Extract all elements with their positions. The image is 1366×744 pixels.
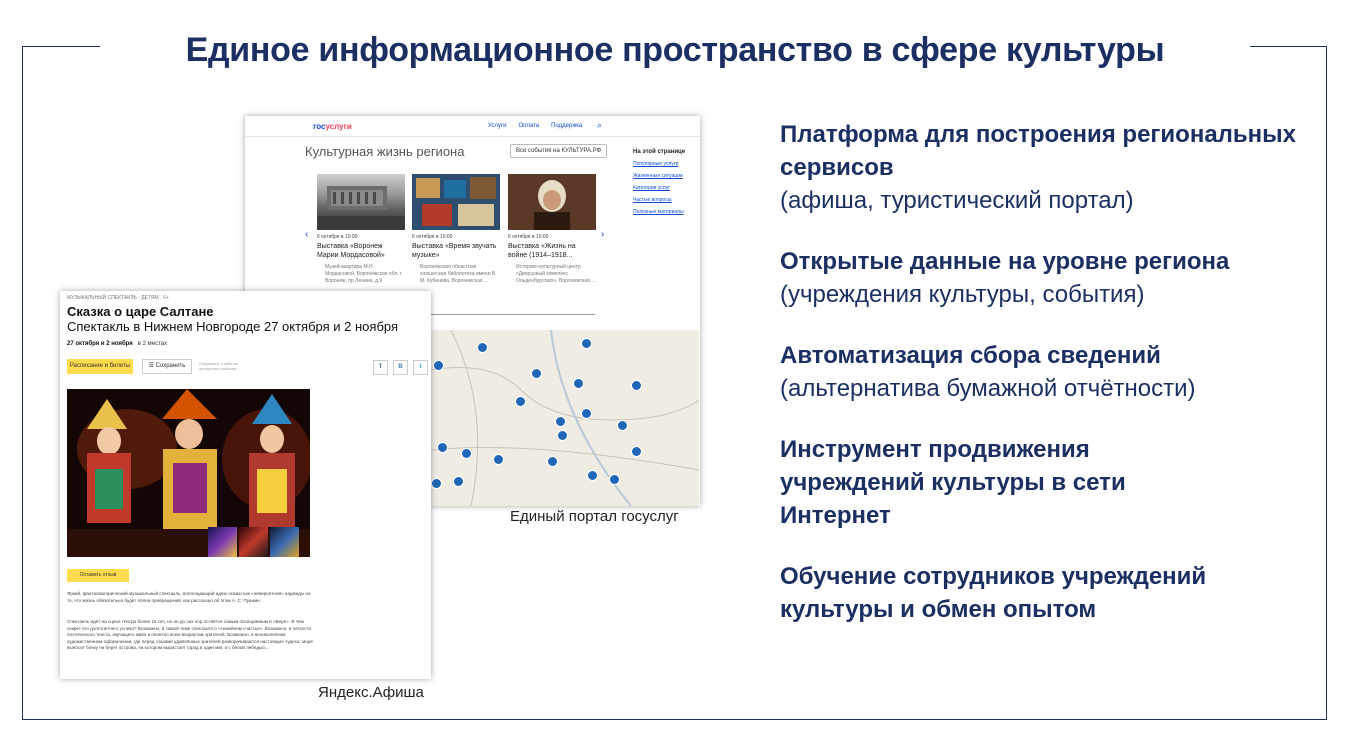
nav-uslugi: Услуги: [488, 123, 507, 129]
point-heading: Платформа для построения региональных сервисов: [780, 121, 1297, 181]
map-pin: [557, 430, 568, 441]
nav-podderzhka: Поддержка: [551, 123, 583, 129]
vk-icon: В: [393, 360, 408, 375]
description-paragraph: Спектакль идёт на сцене театра более 15 лет, но он до сих пор остаётся самым посещаемым в «Вере». В чём секрет его долголетнего успеха? Возможно, в самой теме спектакля о «семейном счастье». Возможно, в лёгкости поэтического текста, звучащего живо и понятно всем возрастам зрителей. Возможно, в великолепном художественном оформлении, где перед глазами удивлённых зрителей разворачиваются настоящие чудеса: море выносит бочку на берег острова, на котором вырастает город в один миг, а с белой лебедью...: [67, 619, 313, 651]
sidebar-link: Полезные материалы: [633, 209, 684, 215]
nav-oplata: Оплата: [518, 123, 540, 129]
event-card: 6 октября в 10:00 Выставка «Жизнь на войне (1914–1918... Историко-культурный центр «Дворцовый комплекс Ольденбургских», Воронежская ...: [508, 174, 596, 285]
search-icon: ⌕: [597, 120, 603, 130]
map-pin: [493, 454, 504, 465]
save-hint: Сохраните, чтобы не пропустить событие: [199, 361, 239, 371]
point-heading: Автоматизация сбора сведений: [780, 342, 1161, 369]
point-subtext: (альтернатива бумажной отчётности): [780, 375, 1196, 402]
divider: [415, 314, 595, 315]
all-events-button: Все события на КУЛЬТУРА.РФ: [510, 144, 607, 158]
key-points: [780, 118, 1320, 654]
point-subtext: (афиша, туристический портал): [780, 187, 1134, 214]
map-pin: [617, 420, 628, 431]
photo-thumbnails: [208, 527, 299, 557]
event-card: 6 октября в 10:00 Выставка «Воронеж Марии Мордасовой» Музей-квартира М.Н. Мордасовой, Воронежская обл, г. Воронеж, пр Ленина, д.9: [317, 174, 405, 285]
point-item: [780, 118, 1320, 217]
map-pin: [587, 470, 598, 481]
event-photo: [508, 174, 596, 230]
point-heading: Обучение сотрудников учреждений культуры и обмен опытом: [780, 563, 1207, 623]
sidebar-link: Частые вопросы: [633, 197, 672, 203]
sidebar-link: Жизненные ситуации: [633, 173, 683, 179]
schedule-tickets-button: Расписание и билеты: [67, 359, 133, 374]
point-heading: Инструмент продвижения учреждений культуры в сети Интернет: [780, 436, 1126, 529]
event-photo: [317, 174, 405, 230]
map-pin: [555, 416, 566, 427]
map-pin: [437, 442, 448, 453]
map-pin: [631, 380, 642, 391]
sidebar-link: Категории услуг: [633, 185, 671, 191]
map-pin: [581, 408, 592, 419]
point-item: [780, 433, 1320, 532]
map-pin: [547, 456, 558, 467]
map-pin: [461, 448, 472, 459]
map-pin: [477, 342, 488, 353]
point-subtext: (учреждения культуры, события): [780, 281, 1145, 308]
map-pin: [573, 378, 584, 389]
map-pin: [453, 476, 464, 487]
sidebar-title: На этой странице: [633, 149, 686, 155]
events-map: [431, 330, 699, 506]
yandex-caption: Яндекс.Афиша: [318, 684, 424, 701]
save-button: ☰ Сохранить: [142, 359, 192, 374]
gosuslugi-heading: Культурная жизнь региона: [305, 144, 465, 159]
point-item: [780, 339, 1320, 405]
sidebar-link: Популярные услуги: [633, 161, 679, 167]
gosuslugi-header: [245, 116, 700, 137]
gosuslugi-logo: госуслуги: [313, 122, 352, 131]
event-dates: 27 октября и 2 ноября в 2 местах: [67, 341, 168, 347]
thumbnail: [270, 527, 299, 557]
twitter-icon: t: [413, 360, 428, 375]
gosuslugi-nav: [488, 123, 582, 129]
thumbnail: [208, 527, 237, 557]
map-pin: [631, 446, 642, 457]
map-pin: [609, 474, 620, 485]
map-pin: [581, 338, 592, 349]
event-subtitle: Спектакль в Нижнем Новгороде 27 октября и 2 ноября: [67, 319, 399, 334]
description-paragraph: Яркий, фантасмагорический музыкальный спектакль, воплощающий идею сказки как «невероятной» надежды на то, что жизнь обязательно будет полна превращений, как рассказал об этом А. С. Пушкин.: [67, 591, 311, 603]
slide-title: Единое информационное пространство в сфере культуры: [185, 30, 1165, 69]
leave-review-button: Оставить отзыв: [67, 569, 129, 582]
chevron-left-icon: ‹: [305, 229, 309, 240]
gosuslugi-sidebar: [633, 149, 697, 221]
map-pin: [515, 396, 526, 407]
point-item: [780, 245, 1320, 311]
title-container: [100, 28, 1250, 72]
event-photo: [412, 174, 500, 230]
map-pin: [431, 478, 442, 489]
breadcrumb: МУЗЫКАЛЬНЫЙ СПЕКТАКЛЬ · ДЕТЯМ · 6+: [67, 295, 169, 301]
point-heading: Открытые данные на уровне региона: [780, 248, 1230, 275]
facebook-icon: f: [373, 360, 388, 375]
event-card: 6 октября в 10:00 Выставка «Время звучать музыке» Воронежская областная юношеская библиотека имени В. М. Кубанева, Воронежская ...: [412, 174, 500, 285]
gosuslugi-caption: Единый портал госуслуг: [510, 508, 679, 525]
point-item: [780, 560, 1320, 626]
chevron-right-icon: ›: [601, 229, 605, 240]
thumbnail: [239, 527, 268, 557]
map-pin: [531, 368, 542, 379]
event-title: Сказка о царе Салтане: [67, 304, 214, 319]
yandex-afisha-screenshot: [60, 291, 431, 679]
map-pin: [433, 360, 444, 371]
